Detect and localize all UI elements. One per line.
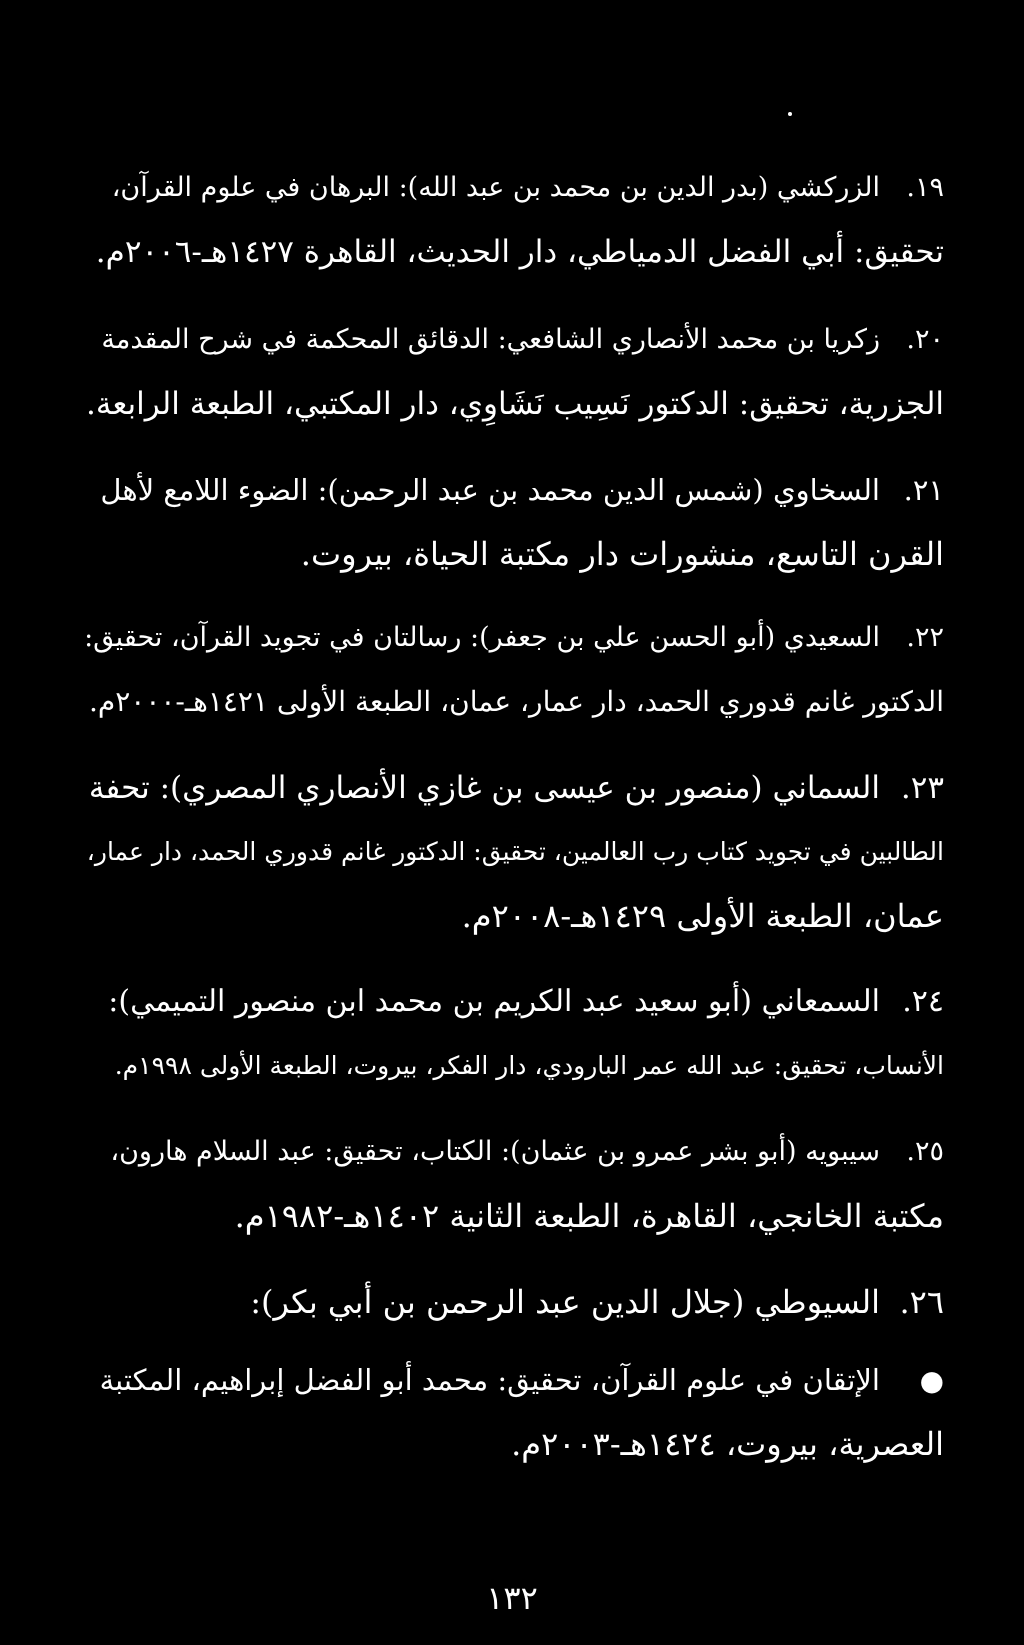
entry-first-line [112,168,944,208]
entry-text: السمعاني (أبو سعيد عبد الكريم بن محمد ابن منصور التميمي): [108,984,880,1019]
entry-continuation-line: العصرية، بيروت، ١٤٢٤هـ-٢٠٠٣م. [511,1425,944,1463]
entry-continuation-line: الجزرية، تحقيق: الدكتور نَسِيب نَشَاوِي، دار المكتبي، الطبعة الرابعة. [86,386,944,422]
entry-number: ٢٤. [902,984,944,1019]
entry-number: ٢١. [903,473,944,507]
entry-text: السخاوي (شمس الدين محمد بن عبد الرحمن): الضوء اللامع لأهل [100,473,880,507]
entry-text: السيوطي (جلال الدين عبد الرحمن بن أبي بكر): [250,1283,880,1321]
entry-continuation-line: عمان، الطبعة الأولى ١٤٢٩هـ-٢٠٠٨م. [461,897,944,935]
entry-text: السماني (منصور بن عيسى بن غازي الأنصاري المصري): تحفة [88,770,880,806]
entry-continuation-line: مكتبة الخانجي، القاهرة، الطبعة الثانية ١٤٠٢هـ-١٩٨٢م. [234,1197,944,1235]
entry-text: سيبويه (أبو بشر عمرو بن عثمان): الكتاب، تحقيق: عبد السلام هارون، [110,1136,880,1167]
entry-first-line [101,320,944,360]
entry-first-line [108,982,944,1022]
entry-first-line [250,1282,944,1322]
entry-continuation-line: الطالبين في تجويد كتاب رب العالمين، تحقيق: الدكتور غانم قدوري الحمد، دار عمار، [86,837,944,866]
entry-text: السعيدي (أبو الحسن علي بن جعفر): رسالتان في تجويد القرآن، تحقيق: [84,622,880,653]
page-number: ١٣٢ [486,1579,538,1617]
bullet-icon: ● [919,1364,944,1397]
entry-first-line [100,470,944,510]
entry-first-line [84,618,944,658]
entry-number: ٢٦. [899,1283,944,1321]
entry-text: الزركشي (بدر الدين بن محمد بن عبد الله): البرهان في علوم القرآن، [111,172,880,203]
entry-continuation-line: الدكتور غانم قدوري الحمد، دار عمار، عمان، الطبعة الأولى ١٤٢١هـ-٢٠٠٠م. [89,685,944,718]
entry-continuation-line: القرن التاسع، منشورات دار مكتبة الحياة، بيروت. [300,535,944,573]
entry-first-line [89,768,944,808]
scan-speck [788,112,792,116]
entry-text: زكريا بن محمد الأنصاري الشافعي: الدقائق المحكمة في شرح المقدمة [101,324,880,355]
entry-number: ٢٠. [906,324,944,355]
entry-number: ٢٥. [906,1136,944,1167]
entry-continuation-line: الأنساب، تحقيق: عبد الله عمر البارودي، دار الفكر، بيروت، الطبعة الأولى ١٩٩٨م. [114,1051,944,1080]
entry-number: ٢٣. [900,770,944,806]
entry-text: الإتقان في علوم القرآن، تحقيق: محمد أبو الفضل إبراهيم، المكتبة [99,1363,880,1397]
entry-continuation-line: تحقيق: أبي الفضل الدمياطي، دار الحديث، القاهرة ١٤٢٧هـ-٢٠٠٦م. [95,234,944,270]
entry-number: ٢٢. [906,622,944,653]
entry-first-line [100,1360,944,1401]
entry-first-line [110,1132,944,1172]
entry-number: ١٩. [906,172,944,203]
